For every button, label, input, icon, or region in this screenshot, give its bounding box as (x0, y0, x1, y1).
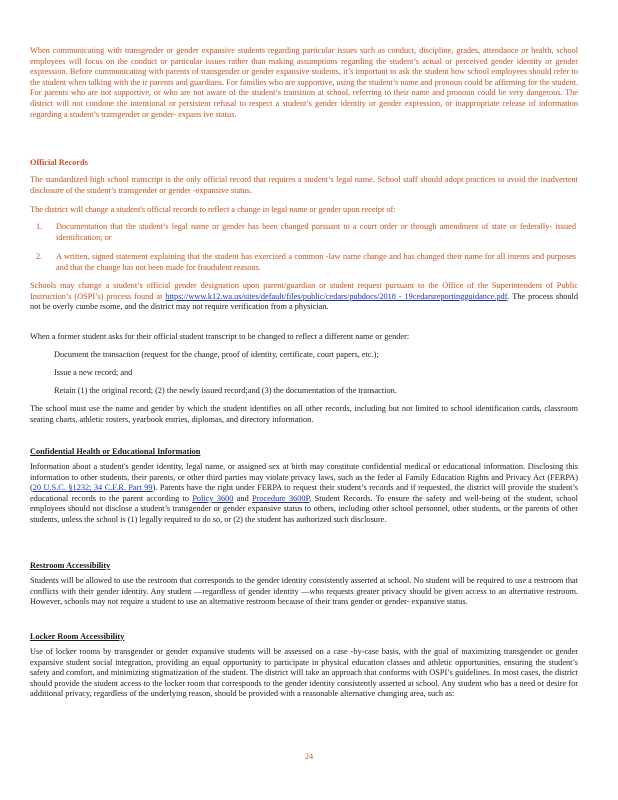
confidential-paragraph (30, 462, 578, 526)
schools-may-change-paragraph (30, 281, 578, 313)
school-must-paragraph: The school must use the name and gender by which the student identifies on all other records, including but not limited to school identification cards, classroom seating charts, athletic rosters, yearbook entries, diplomas, and directory information. (30, 404, 578, 424)
list-number: 1. (36, 222, 43, 231)
restroom-paragraph: Students will be allowed to use the restroom that corresponds to the gender identity consistently asserted at school. No student will be required to use a restroom that conflicts with their gender identity. Any student —regardless of gender identity —who requests greater privacy should be given access to an alternative restroom. However, schools may not require a student to use an alternative restroom because of their trans gender or gender- expansive status. (30, 576, 578, 607)
page-number: 24 (304, 752, 314, 761)
communicating-paragraph: When communicating with transgender or gender expansive students regarding particular issues such as conduct, discipline, grades, attendance or health, school employees will focus on the conduct or particular issues rather than making assumptions regarding the student’s actual or perceived gender identity or gender expression. Before communicating with parents of transgender or gender expansive students, it’s important to ask the student how school employees should refer to the student when talking with the ir parents and guardians. For families who are supportive, using the student’s name and pronoun could be affirming for the student. For parents who are not supportive, or who are not aware of the student’s transition at school, referring to their name and pronoun could be very dangerous. The district will not condone the intentional or persistent refusal to respect a student’s gender identity or gender expression, or inappropriate release of information regarding a student’s transgender or gender- expans ive status. (30, 46, 578, 119)
ferpa-citation-link[interactable]: 20 U.S.C. §1232; 34 C.F.R. Part 99 (32, 483, 153, 493)
confidential-text: Information about a student's gender identity, legal name, or assigned sex at birth may constitute confidential medical or educational information. Disclosing this information to other students, their parents, or other third parties may violate privacy laws, such as the feder al Family Education Rights and Privacy Act (FERPA) ( (30, 462, 578, 493)
confidential-text: and (233, 493, 253, 503)
schools-may-text-end: . The process should not be overly cumbe rsome, and the district may not require verification from a physician. (30, 291, 579, 312)
official-records-paragraph: The standardized high school transcript is the only official record that requires a student’s legal name. School staff should adopt practices to avoid the inadvertent disclosure of the student’s transgender or gender -expansive status. (30, 175, 578, 195)
procedure-3600p-link[interactable]: Procedure 3600P (252, 493, 310, 503)
former-student-paragraph: When a former student asks for their official student transcript to be changed to reflect a different name or gender: (30, 332, 410, 341)
schools-may-text: Schools may change a student’s official gender designation upon parent/guardian or student request pursuant to the Office of the Superintendent of Public Instruction’s (OSPI’s) process found at (30, 281, 578, 301)
heading-restroom-accessibility: Restroom Accessibility (30, 561, 111, 570)
heading-confidential-information: Confidential Health or Educational Information (30, 447, 201, 456)
ospi-guidance-link[interactable]: https://www.k12.wa.us/sites/default/files/public/cedars/pubdocs/2018 - 19cedarsreportingguidance.pdf (165, 291, 508, 301)
list-item: A written, signed statement explaining that the student has exercised a common -law name change and has changed their name for all intents and purposes and that the change has not been made for fraudulent reasons. (56, 252, 576, 272)
list-item: Document the transaction (request for the change, proof of identity, certificate, court papers, etc.); (54, 350, 379, 359)
heading-locker-room-accessibility: Locker Room Accessibility (30, 632, 125, 641)
policy-3600-link[interactable]: Policy 3600 (192, 493, 234, 503)
district-change-paragraph: The district will change a student's official records to reflect a change in legal name or gender upon receipt of: (30, 205, 396, 214)
heading-official-records: Official Records (30, 158, 88, 167)
locker-room-paragraph: Use of locker rooms by transgender or gender expansive students will be assessed on a case -by-case basis, with the goal of maximizing transgender or gender expansive student social integration, providing an equal opportunity to participate in physical education classes and athletic opportunities, ensuring the student’s safety and comfort, and minimizing stigmatization of the student. The district will take an approach that conforms with OSPI’s guidelines. In most cases, the district should provide the student access to the locker room that corresponds to the gender identity consistently asserted at school. Any student who has a need or desire for additional privacy, regardless of the underlying reason, should be provided with a reasonable alternative changing area, such as: (30, 647, 578, 699)
confidential-text: , Student Records. To ensure the safety and well-being of the student, school employees should not disclose a student’s transgender or gender expansive status to others, including other school personnel, other students, or the parents of other students, unless the school is (1) legally required to do so, or (2) the student has authorized such disclosure. (30, 493, 578, 524)
confidential-text: ). Parents have the right under FERPA to request their student’s records and if requested, the district will provide the student’s educational records to the parent according to (30, 483, 578, 503)
list-number: 2. (36, 252, 43, 261)
list-item: Issue a new record; and (54, 368, 133, 377)
list-item: Retain (1) the original record; (2) the newly issued record;and (3) the documentation of the transaction. (54, 386, 397, 395)
list-item: Documentation that the student’s legal name or gender has been changed pursuant to a court order or through amendment of state or federally- issued identification; or (56, 222, 576, 242)
